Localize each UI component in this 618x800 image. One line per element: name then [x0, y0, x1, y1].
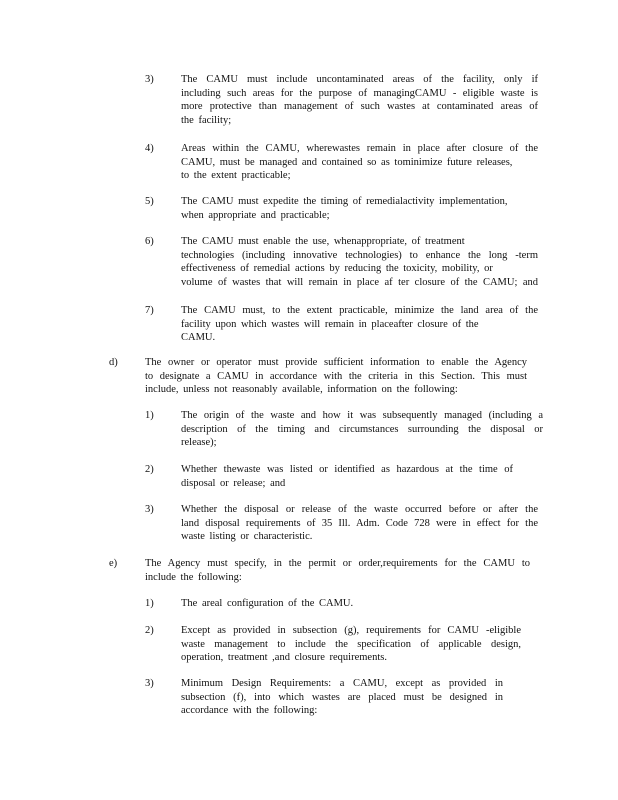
- item-marker: 7): [145, 305, 154, 316]
- item-text: The owner or operator must provide sufficient information to enable the Agency to designate a CAMU in accordance with the criteria in this Section. This must include, unless not reasonably available, information on the following:: [145, 357, 527, 395]
- item-marker: 5): [145, 196, 154, 207]
- item-text: The areal configuration of the CAMU.: [181, 598, 354, 609]
- item-marker: 4): [145, 143, 154, 154]
- item-marker: 6): [145, 236, 154, 247]
- item-text: Whether thewaste was listed or identified as hazardous at the time of disposal or release; and: [181, 464, 513, 489]
- item-text: The CAMU must include uncontaminated areas of the facility, only if including such areas for the purpose of managingCAMU - eligible waste is more protective than management of such wastes at contaminated areas of the facility;: [181, 74, 538, 126]
- item-marker: 1): [145, 598, 154, 609]
- item-marker: e): [109, 558, 118, 569]
- item-marker: 3): [145, 678, 154, 689]
- item-marker: 2): [145, 625, 154, 636]
- item-text: Whether the disposal or release of the waste occurred before or after the land disposal requirements of 35 Ill. Adm. Code 728 were in effect for the waste listing or characteristic.: [181, 504, 538, 542]
- item-marker: 3): [145, 74, 154, 85]
- item-marker: 3): [145, 504, 154, 515]
- item-text: The CAMU must, to the extent practicable, minimize the land area of the facility upon which wastes will remain in placeafter closure of the CAMU.: [181, 305, 538, 343]
- item-marker: d): [109, 357, 118, 368]
- item-text: The Agency must specify, in the permit or order,requirements for the CAMU to include the following:: [145, 558, 530, 583]
- item-marker: 2): [145, 464, 154, 475]
- item-text: The CAMU must expedite the timing of remedialactivity implementation, when appropriate and practicable;: [181, 196, 508, 221]
- item-text: The CAMU must enable the use, whenappropriate, of treatment technologies (including innovative technologies) to enhance the long -term effectiveness of remedial actions by reducing the toxicity, mobility, or volume of wastes that will remain in place af ter closure of the CAMU; and: [181, 236, 538, 288]
- item-text: Areas within the CAMU, wherewastes remain in place after closure of the CAMU, must be managed and contained so as tominimize future releases, to the extent practicable;: [181, 143, 538, 181]
- item-marker: 1): [145, 410, 154, 421]
- item-text: Minimum Design Requirements: a CAMU, except as provided in subsection (f), into which wastes are placed must be designed in accordance with the following:: [181, 678, 503, 716]
- item-text: The origin of the waste and how it was subsequently managed (including a description of the timing and circumstances surrounding the disposal or release);: [181, 410, 543, 448]
- item-text: Except as provided in subsection (g), requirements for CAMU -eligible waste management to include the specification of applicable design, operation, treatment ,and closure requirements.: [181, 625, 521, 663]
